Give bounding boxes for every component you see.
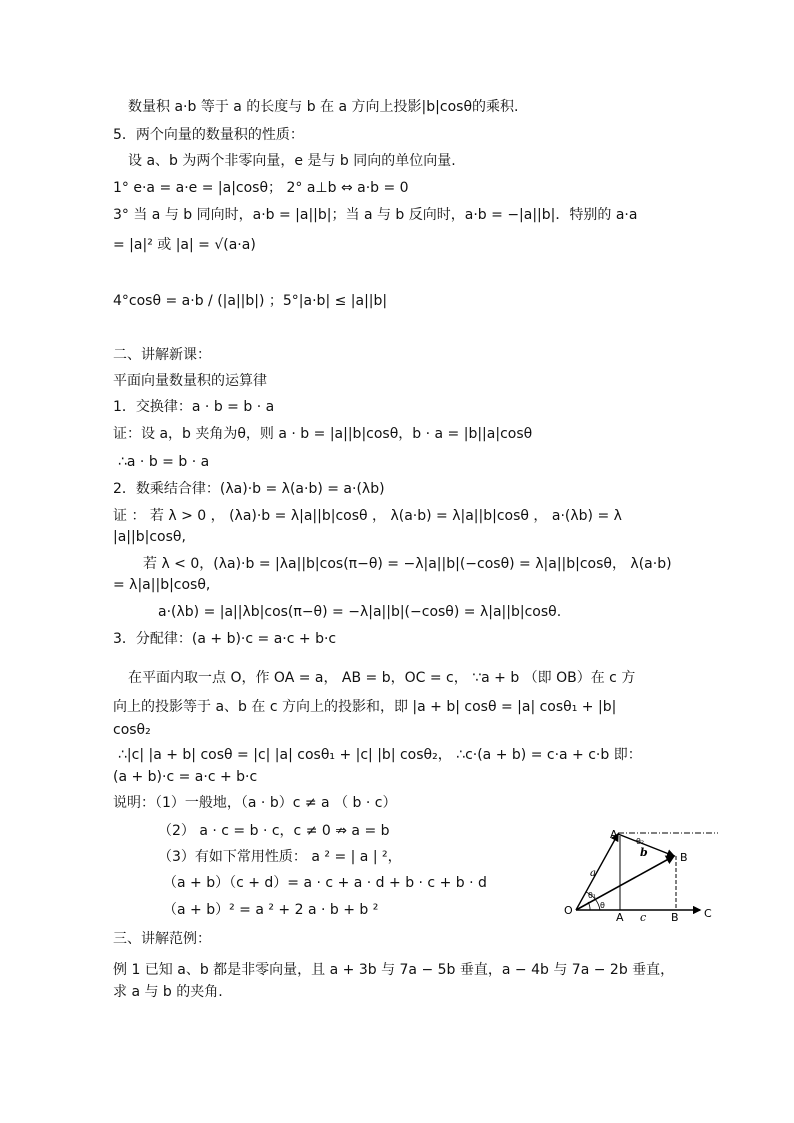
text-line: (a + b)·c = a·c + b·c [113, 769, 258, 785]
text-line: 证 ： 若 λ > 0 ， (λa)·b = λ|a||b|cosθ ， λ(a·b) = λ|a||b|cosθ ， a·(λb) = λ [113, 508, 622, 524]
text-line: ∴|c| |a + b| cosθ = |c| |a| cosθ₁ + |c| |b| cosθ₂， ∴c·(a + b) = c·a + c·b 即： [118, 747, 642, 763]
label-theta1: θ₁ [588, 891, 597, 900]
text-line: 平面向量数量积的运算律 [113, 373, 267, 389]
text-line: 在平面内取一点 O，作 OA = a， AB = b，OC = c， ∵a + b （即 OB）在 c 方 [128, 670, 636, 686]
text-line: 5．两个向量的数量积的性质： [113, 127, 304, 143]
label-A-axis: A [616, 911, 624, 924]
label-a: a [590, 868, 596, 879]
label-A-top: A [610, 828, 618, 841]
text-line: 1° e·a = a·e = |a|cosθ； 2° a⊥b ⇔ a·b = 0 [113, 180, 409, 196]
text-line: 向上的投影等于 a、b 在 c 方向上的投影和，即 |a + b| cosθ = |a| cosθ₁ + |b| [113, 699, 617, 715]
text-line: 3° 当 a 与 b 同向时，a·b = |a||b|；当 a 与 b 反向时，a·b = −|a||b|．特别的 a·a [113, 207, 638, 223]
text-line: 2．数乘结合律：(λa)·b = λ(a·b) = a·(λb) [113, 481, 385, 497]
text-line: 3．分配律：(a + b)·c = a·c + b·c [113, 631, 337, 647]
vector-diagram [560, 826, 720, 926]
label-B-axis: B [671, 911, 679, 924]
text-line: 三、讲解范例： [113, 931, 211, 947]
label-c: c [640, 911, 647, 924]
text-line: 说明：（1）一般地，（a · b）c ≠ a （ b · c） [113, 795, 397, 811]
text-line: 1．交换律：a · b = b · a [113, 399, 275, 415]
text-line: 4°cosθ = a·b / (|a||b|) ；5°|a·b| ≤ |a||b| [113, 293, 388, 309]
text-line: 设 a、b 为两个非零向量，e 是与 b 同向的单位向量. [128, 153, 456, 169]
text-line: 例 1 已知 a、b 都是非零向量，且 a + 3b 与 7a − 5b 垂直，a − 4b 与 7a − 2b 垂直， [113, 962, 675, 978]
text-line: cosθ₂ [113, 722, 151, 738]
label-theta2: θ₂ [636, 837, 645, 846]
text-line: ∴a · b = b · a [118, 454, 210, 470]
text-line: a·(λb) = |a||λb|cos(π−θ) = −λ|a||b|(−cosθ) = λ|a||b|cosθ. [158, 604, 562, 620]
text-line: |a||b|cosθ, [113, 529, 186, 545]
text-line: （a + b）² = a ² + 2 a · b + b ² [163, 902, 379, 918]
text-line: 证：设 a，b 夹角为θ，则 a · b = |a||b|cosθ，b · a = |b||a|cosθ [113, 426, 533, 442]
text-line: 二、讲解新课： [113, 347, 211, 363]
label-theta: θ [600, 901, 605, 910]
text-line: （a + b）（c + d）= a · c + a · d + b · c + b · d [163, 875, 487, 891]
text-line: （2） a · c = b · c，c ≠ 0 ⇏ a = b [158, 823, 390, 839]
text-line: = λ|a||b|cosθ, [113, 577, 211, 593]
text-line: 数量积 a·b 等于 a 的长度与 b 在 a 方向上投影|b|cosθ的乘积. [128, 99, 519, 115]
label-O: O [564, 904, 573, 917]
label-C: C [704, 907, 712, 920]
text-line: （3）有如下常用性质： a ² = | a | ²， [158, 849, 402, 865]
text-line: 求 a 与 b 的夹角. [113, 984, 223, 1000]
label-B-right: B [680, 851, 688, 864]
label-b: b [640, 846, 648, 859]
text-line: 若 λ < 0，(λa)·b = |λa||b|cos(π−θ) = −λ|a||b|(−cosθ) = λ|a||b|cosθ， λ(a·b) [143, 556, 672, 572]
text-line: = |a|² 或 |a| = √(a·a) [113, 237, 256, 253]
